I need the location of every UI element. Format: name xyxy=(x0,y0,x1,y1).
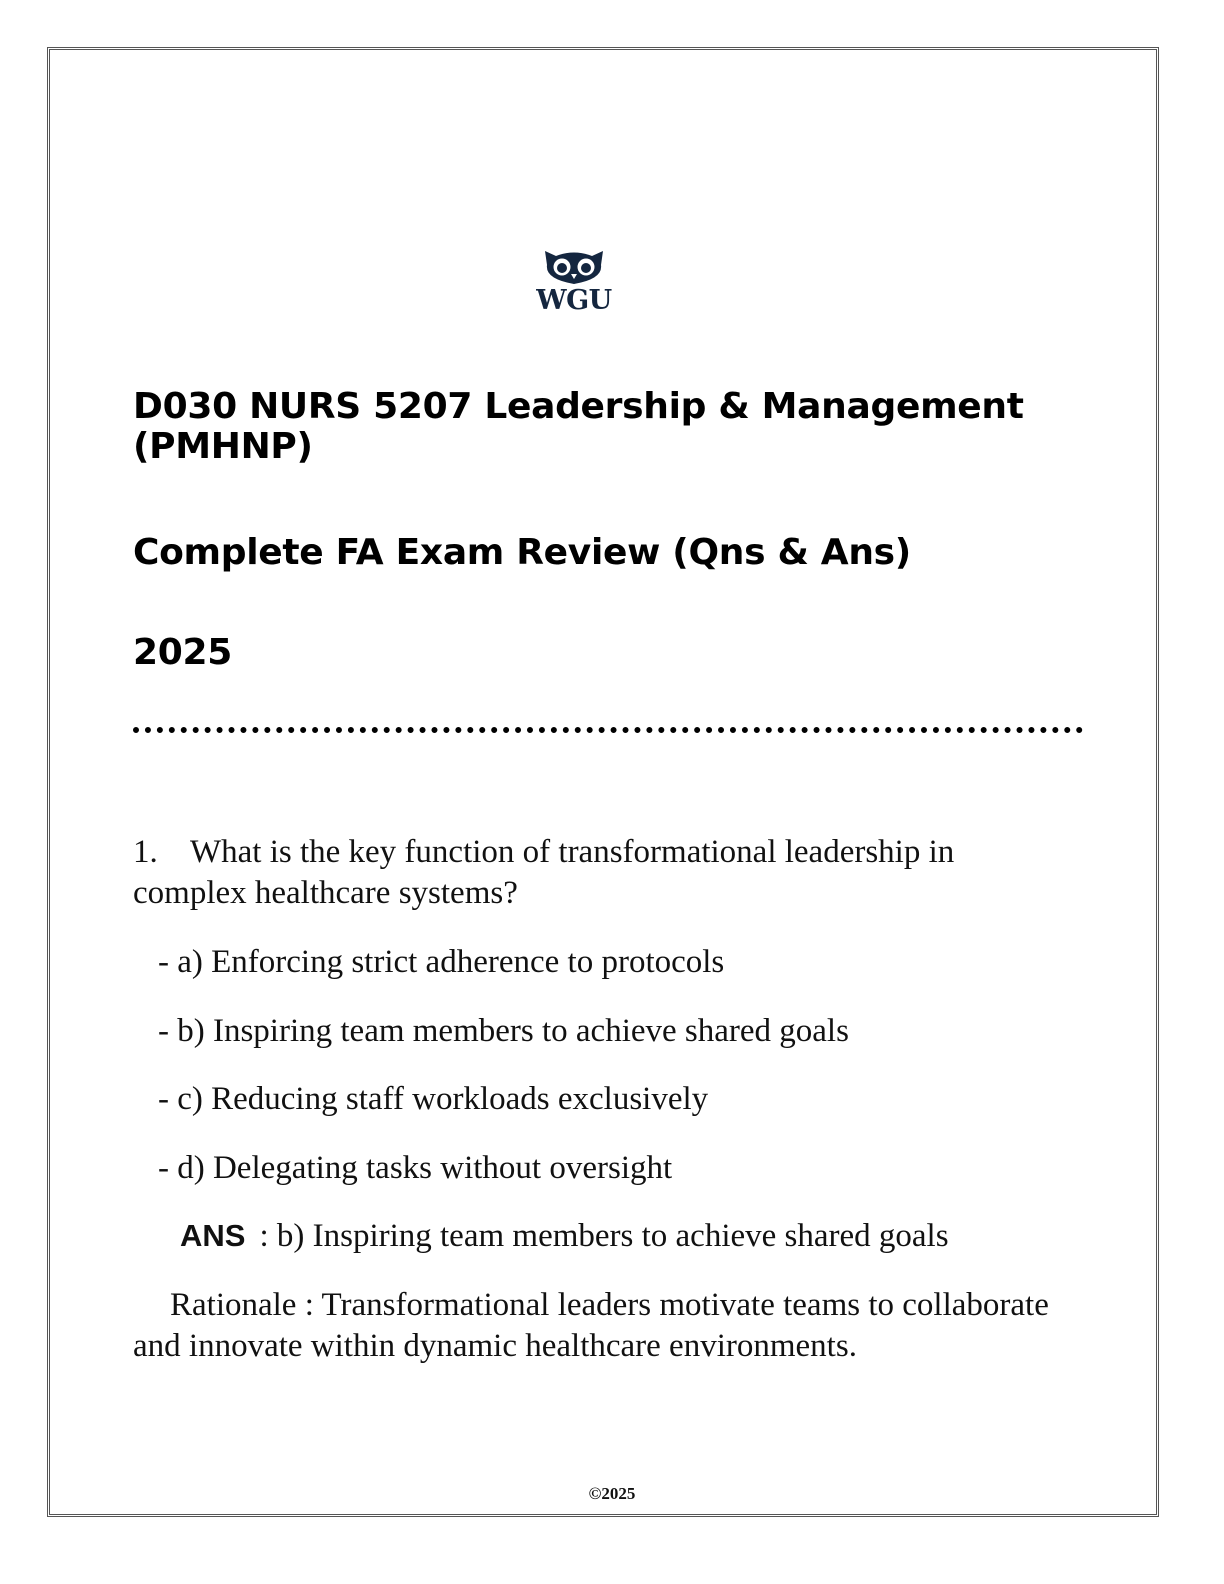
wgu-logo xyxy=(529,247,619,321)
question-number: 1. xyxy=(133,834,158,870)
document-year: 2025 xyxy=(133,632,232,673)
answer-label: ANS xyxy=(180,1218,246,1253)
document-title: D030 NURS 5207 Leadership & Management (PMHNP) xyxy=(133,386,1024,467)
wgu-logo-text: WGU xyxy=(536,285,612,316)
option-a: - a) Enforcing strict adherence to protocols xyxy=(158,944,725,980)
question-text: What is the key function of transformational leadership in complex healthcare systems? xyxy=(133,834,955,911)
document-subtitle: Complete FA Exam Review (Qns & Ans) xyxy=(133,532,911,573)
copyright-footer: ©2025 xyxy=(588,1484,636,1503)
option-c: - c) Reducing staff workloads exclusively xyxy=(158,1081,709,1117)
question-1 xyxy=(133,832,1053,914)
option-d: - d) Delegating tasks without oversight xyxy=(158,1150,673,1186)
dotted-divider xyxy=(133,727,1083,733)
rationale: Rationale : Transformational leaders motivate teams to collaborate and innovate within dynamic healthcare environments. xyxy=(133,1287,1049,1364)
answer-text: : b) Inspiring team members to achieve shared goals xyxy=(259,1218,949,1254)
option-b: - b) Inspiring team members to achieve shared goals xyxy=(158,1013,849,1049)
owl-icon xyxy=(529,247,619,287)
answer xyxy=(180,1216,949,1256)
